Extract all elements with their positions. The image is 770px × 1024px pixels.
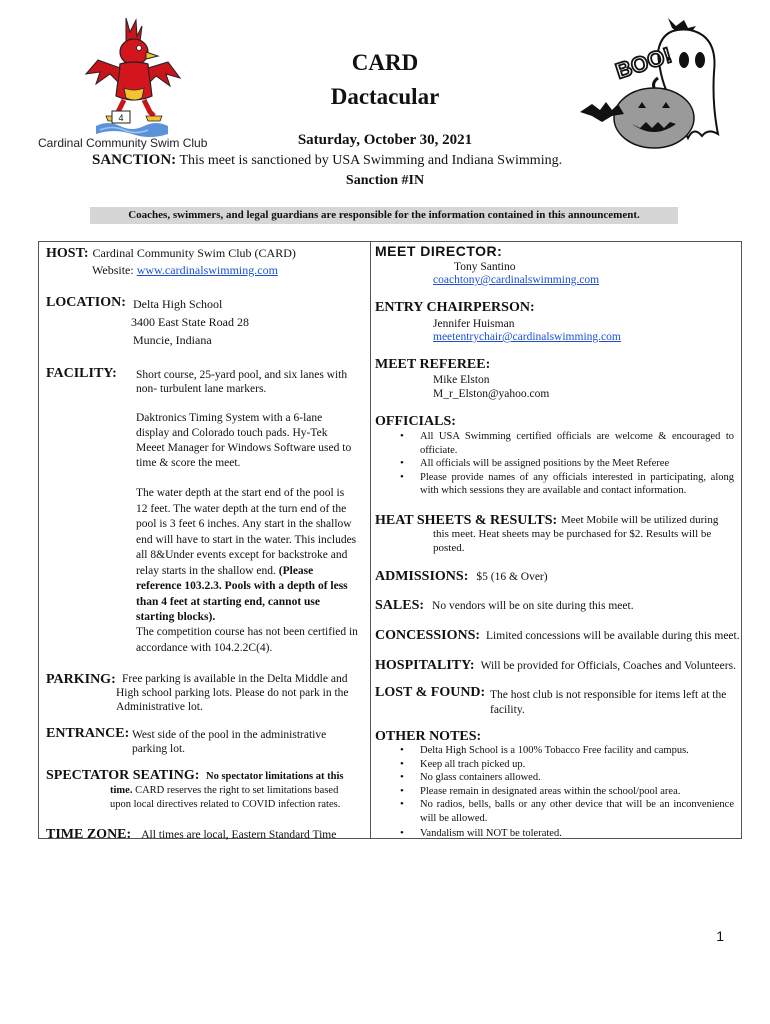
entrance-label: ENTRANCE: <box>46 726 130 741</box>
list-item: • No radios, bells, balls or any other device that will be an inconvenience will be allowed. <box>400 798 734 825</box>
officials-label: OFFICIALS: <box>375 414 456 429</box>
sanction-label: SANCTION: <box>92 152 177 168</box>
website-row <box>92 261 278 279</box>
sales-label: SALES: <box>375 598 425 613</box>
meet-director-name: Tony Santino <box>454 261 516 273</box>
meet-director-label: MEET DIRECTOR: <box>375 243 503 259</box>
entry-chair-name: Jennifer Huisman <box>433 318 515 330</box>
logo-caption: Cardinal Community Swim Club <box>38 136 208 150</box>
entrance-text: West side of the pool in the administrative parking lot. <box>132 729 327 755</box>
meet-date: Saturday, October 30, 2021 <box>297 132 473 148</box>
location-label: LOCATION: <box>46 295 126 310</box>
other-notes-list <box>400 744 734 841</box>
concessions-label: CONCESSIONS: <box>375 628 481 643</box>
facility-paragraph-2: Daktronics Timing System with a 6-lane display and Colorado touch pads. Hy-Tek Meeet Manager for Windows Software used to time & score the meet. <box>136 412 352 469</box>
lost-found-label: LOST & FOUND: <box>375 685 486 700</box>
svg-text:BOO!: BOO! <box>612 42 675 84</box>
location-line-1: Delta High School <box>133 297 223 311</box>
admissions-row <box>375 567 548 585</box>
referee-email: M_r_Elston@yahoo.com <box>433 388 550 400</box>
concessions-row <box>375 626 740 644</box>
list-item: • All officials will be assigned positions by the Meet Referee <box>400 457 734 471</box>
location-line-3: Muncie, Indiana <box>133 333 212 347</box>
list-item: • Keep all trach picked up. <box>400 758 734 772</box>
heat-sheets-text: Meet Mobile will be utilized during this meet. Heat sheets may be purchased for $2. Results will be posted. <box>433 514 719 554</box>
facility-depth-rule: (Please reference 103.2.3. Pools with a depth of less than 4 feet at starting end, cannot use starting blocks). <box>136 564 348 623</box>
facility-paragraph-1: Short course, 25-yard pool, and six lanes with non- turbulent lane markers. <box>136 369 348 395</box>
timezone-row <box>46 825 336 843</box>
website-label: Website: <box>92 263 134 277</box>
column-divider <box>370 241 371 839</box>
hospitality-label: HOSPITALITY: <box>375 658 475 673</box>
list-item: • All USA Swimming certified officials are welcome & encouraged to officiate. <box>400 430 734 457</box>
sanction-line <box>92 152 562 169</box>
svg-text:4: 4 <box>118 113 124 123</box>
heat-sheets-label: HEAT SHEETS & RESULTS: <box>375 513 558 528</box>
responsibility-notice: Coaches, swimmers, and legal guardians are responsible for the information contained in this announcement. <box>90 207 678 224</box>
officials-list <box>400 430 734 498</box>
hospitality-row <box>375 656 736 674</box>
timezone-label: TIME ZONE: <box>46 827 132 842</box>
list-item: • Vandalism will NOT be tolerated. <box>400 827 734 841</box>
admissions-label: ADMISSIONS: <box>375 569 469 584</box>
timezone-text: All times are local, Eastern Standard Time <box>141 829 337 841</box>
list-item: • No glass containers allowed. <box>400 771 734 785</box>
facility-depth-text: The water depth at the start end of the pool is 12 feet. The water depth at the turn end of the pool is 3 feet 6 inches. Any start in the shallow end will have to start in the water. This includes all 8&Under events except for backstroke and relay starts in the shallow end. <box>136 487 357 577</box>
host-label: HOST: <box>46 246 89 261</box>
parking-text: Free parking is available in the Delta Middle and High school parking lots. Please do not park in the Administrative lot. <box>116 673 349 713</box>
list-item: • Please remain in designated areas within the school/pool area. <box>400 785 734 799</box>
parking-label: PARKING: <box>46 672 116 687</box>
list-item: • Delta High School is a 100% Tobacco Free facility and campus. <box>400 744 734 758</box>
entry-chair-email[interactable]: meetentrychair@cardinalswimming.com <box>433 331 621 343</box>
spectator-label: SPECTATOR SEATING: <box>46 768 200 783</box>
website-link[interactable]: www.cardinalswimming.com <box>136 263 278 277</box>
spectator-text <box>110 770 358 812</box>
halloween-graphic <box>572 12 732 152</box>
location-line-2: 3400 East State Road 28 <box>131 315 249 329</box>
hospitality-text: Will be provided for Officials, Coaches and Volunteers. <box>480 660 736 672</box>
list-item: • Please provide names of any officials interested in participating, along with which sessions they are available and contact information. <box>400 471 734 498</box>
sanction-text: This meet is sanctioned by USA Swimming and Indiana Swimming. <box>179 153 563 168</box>
ghost-pumpkin-icon <box>572 12 732 152</box>
facility-paragraph-3 <box>136 486 358 626</box>
admissions-text: $5 (16 & Over) <box>476 571 548 583</box>
spectator-bold: No spectator limitations at this time. <box>110 771 344 796</box>
entry-chair-label: ENTRY CHAIRPERSON: <box>375 300 535 315</box>
spectator-detail: CARD reserves the right to set limitations based upon local directives related to COVID infection rates. <box>110 785 341 810</box>
facility-paragraph-4: The competition course has not been certified in accordance with 104.2.2C(4). <box>136 626 358 654</box>
sales-row <box>375 596 634 614</box>
meet-title-line2: Dactacular <box>330 84 440 109</box>
host-value: Cardinal Community Swim Club (CARD) <box>92 246 296 260</box>
club-logo <box>38 12 228 152</box>
host-row <box>46 244 296 262</box>
meet-director-email[interactable]: coachtony@cardinalswimming.com <box>433 274 600 286</box>
facility-label: FACILITY: <box>46 366 117 381</box>
referee-name: Mike Elston <box>433 374 490 386</box>
page-number: 1 <box>716 928 724 944</box>
cardinal-mascot-icon <box>38 12 228 152</box>
other-notes-label: OTHER NOTES: <box>375 729 482 744</box>
sanction-number: Sanction #IN <box>345 173 425 188</box>
concessions-text: Limited concessions will be available during this meet. <box>486 630 740 642</box>
meet-title-line1: CARD <box>351 50 419 75</box>
lost-found-text: The host club is not responsible for items left at the facility. <box>490 689 727 716</box>
referee-label: MEET REFEREE: <box>375 357 491 372</box>
sales-text: No vendors will be on site during this meet. <box>432 600 634 612</box>
